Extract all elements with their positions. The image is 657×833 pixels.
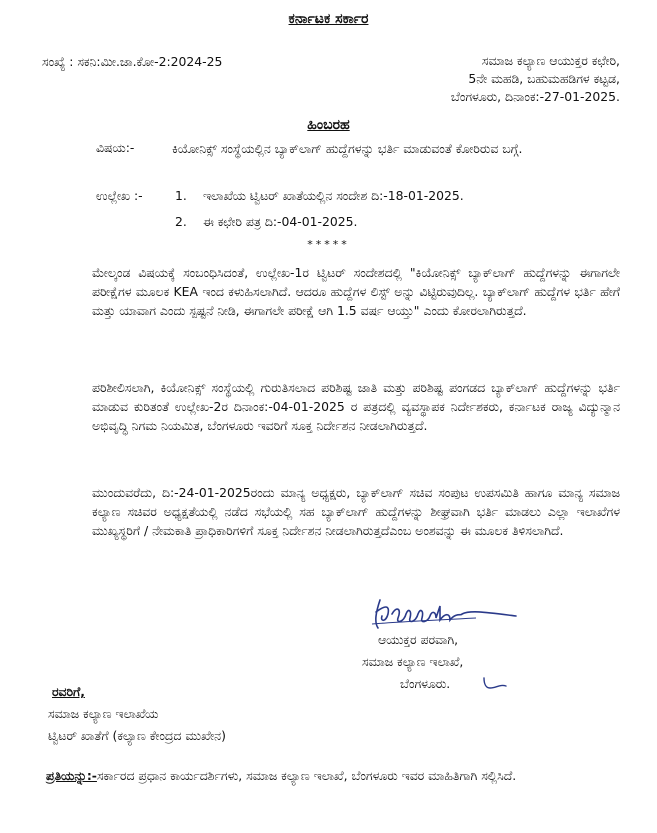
copy-to-label: ಪ್ರತಿಯನ್ನು:-: [46, 768, 97, 783]
separator-stars: *****: [307, 238, 350, 251]
office-line: ಬೆಂಗಳೂರು, ದಿನಾಂಕ:-27-01-2025.: [450, 88, 620, 104]
subject-label: ವಿಷಯ:-: [96, 140, 135, 155]
reference-text-2: ಈ ಕಛೇರಿ ಪತ್ರ ದಿ:-04-01-2025.: [203, 214, 358, 229]
memo-heading: ಹಿಂಬರಹ: [307, 117, 350, 133]
signature-line-2: ಸಮಾಜ ಕಲ್ಯಾಣ ಇಲಾಖೆ,: [362, 654, 464, 669]
office-line: ಸಮಾಜ ಕಲ್ಯಾಣ ಆಯುಕ್ತರ ಕಛೇರಿ,: [481, 53, 620, 68]
reference-number-1: 1.: [175, 188, 187, 203]
document-title: ಕರ್ನಾಟಕ ಸರ್ಕಾರ: [288, 11, 369, 27]
body-paragraph-2: ಪರಿಶೀಲಿಸಲಾಗಿ, ಕಿಯೋನಿಕ್ಸ್ ಸಂಸ್ಥೆಯಲ್ಲಿ ಗುರುತಿಸಲಾದ ಪರಿಶಿಷ್ಟ ಜಾತಿ ಮತ್ತು ಪರಿಶಿಷ್ಟ ಪಂಗಡದ ಬ್ಯಾಕ್‌ಲಾಗ್ ಹುದ್ದೆಗಳನ್ನು ಭರ್ತಿ ಮಾಡುವ ಕುರಿತಂತೆ ಉಲ್ಲೇಖ-2ರ ದಿನಾಂಕ:-04-01-2025 ರ ಪತ್ರದಲ್ಲಿ ವ್ಯವಸ್ಥಾಪಕ ನಿರ್ದೇಶಕರು, ಕರ್ನಾಟಕ ರಾಜ್ಯ ವಿದ್ಯುನ್ಮಾನ ಅಭಿವೃದ್ಧಿ ನಿಗಮ ನಿಯಮಿತ, ಬೆಂಗಳೂರು ಇವರಿಗೆ ಸೂಕ್ತ ನಿರ್ದೇಶನ ನೀಡಲಾಗಿರುತ್ತದೆ.: [92, 380, 620, 433]
recipient-line-2: ಟ್ವಿಟರ್ ಖಾತೆಗೆ (ಕಲ್ಯಾಣ ಕೇಂದ್ರದ ಮುಖೇನ): [48, 728, 226, 743]
signature-line-3: ಬೆಂಗಳೂರು.: [400, 676, 451, 691]
subject-text: ಕಿಯೋನಿಕ್ಸ್ ಸಂಸ್ಥೆಯಲ್ಲಿನ ಬ್ಯಾಕ್‌ಲಾಗ್ ಹುದ್ದೆಗಳನ್ನು ಭರ್ತಿ ಮಾಡುವಂತೆ ಕೋರಿರುವ ಬಗ್ಗೆ.: [172, 141, 523, 156]
reference-label: ಉಲ್ಲೇಖ :-: [96, 188, 143, 203]
reference-number-2: 2.: [175, 214, 187, 229]
reference-number: ಸಂಖ್ಯೆ : ಸಕನಿ:ಮೀ.ಜಾ.ಕೋ-2:2024-25: [42, 54, 223, 69]
copy-to-section: [46, 766, 620, 785]
recipient-line-1: ಸಮಾಜ ಕಲ್ಯಾಣ ಇಲಾಖೆಯ: [48, 706, 159, 721]
body-paragraph-1: ಮೇಲ್ಕಂಡ ವಿಷಯಕ್ಕೆ ಸಂಬಂಧಿಸಿದಂತೆ, ಉಲ್ಲೇಖ-1ರ ಟ್ವಿಟರ್ ಸಂದೇಶದಲ್ಲಿ "ಕಿಯೋನಿಕ್ಸ್ ಬ್ಯಾಕ್‌ಲಾಗ್ ಹುದ್ದೆಗಳನ್ನು ಈಗಾಗಲೇ ಪರೀಕ್ಷೆಗಳ ಮೂಲಕ KEA ಇಂದ ಕಳುಹಿಸಲಾಗಿದೆ. ಆದರೂ ಹುದ್ದೆಗಳ ಲಿಸ್ಟ್ ಅನ್ನು ವಿಟ್ಟಿರುವುದಿಲ್ಲ. ಬ್ಯಾಕ್‌ಲಾಗ್ ಹುದ್ದೆಗಳ ಭರ್ತಿ ಹೇಗೆ ಮತ್ತು ಯಾವಾಗ ಎಂದು ಸ್ಪಷ್ಟನೆ ನೀಡಿ, ಈಗಾಗಲೇ ಪರೀಕ್ಷೆ ಆಗಿ 1.5 ವರ್ಷ ಆಯ್ತು" ಎಂದು ಕೋರಲಾಗಿರುತ್ತದೆ.: [92, 265, 620, 318]
signature-line-1: ಆಯುಕ್ತರ ಪರವಾಗಿ,: [378, 632, 459, 647]
reference-item: [175, 214, 357, 230]
office-address: [400, 52, 620, 106]
recipients-label: ರವರಿಗೆ,: [52, 684, 85, 699]
office-line: 5ನೇ ಮಹಡಿ, ಬಹುಮಹಡಿಗಳ ಕಟ್ಟಡ,: [468, 70, 620, 86]
reference-text-1: ಇಲಾಖೆಯ ಟ್ವಿಟರ್ ಖಾತೆಯಲ್ಲಿನ ಸಂದೇಶ ದಿ:-18-01-2025.: [203, 188, 464, 203]
initial-mark: [480, 674, 512, 692]
copy-to-text: ಸರ್ಕಾರದ ಪ್ರಧಾನ ಕಾರ್ಯದರ್ಶಿಗಳು, ಸಮಾಜ ಕಲ್ಯಾಣ ಇಲಾಖೆ, ಬೆಂಗಳೂರು ಇವರ ಮಾಹಿತಿಗಾಗಿ ಸಲ್ಲಿಸಿದೆ.: [96, 768, 517, 783]
body-paragraph-3: ಮುಂದುವರೆದು, ದಿ:-24-01-2025ರಂದು ಮಾನ್ಯ ಅಧ್ಯಕ್ಷರು, ಬ್ಯಾಕ್‌ಲಾಗ್ ಸಚಿವ ಸಂಪುಟ ಉಪಸಮಿತಿ ಹಾಗೂ ಮಾನ್ಯ ಸಮಾಜ ಕಲ್ಯಾಣ ಸಚಿವರ ಅಧ್ಯಕ್ಷತೆಯಲ್ಲಿ ನಡೆದ ಸಭೆಯಲ್ಲಿ ಸಹ ಬ್ಯಾಕ್‌ಲಾಗ್ ಹುದ್ದೆಗಳನ್ನು ಶೀಘ್ರವಾಗಿ ಭರ್ತಿ ಮಾಡಲು ಎಲ್ಲಾ ಇಲಾಖೆಗಳ ಮುಖ್ಯಸ್ಥರಿಗೆ / ನೇಮಕಾತಿ ಪ್ರಾಧಿಕಾರಿಗಳಿಗೆ ಸೂಕ್ತ ನಿರ್ದೇಶನ ನೀಡಲಾಗಿರುತ್ತದೆಎಂಬ ಅಂಶವನ್ನು ಈ ಮೂಲಕ ತಿಳಿಸಲಾಗಿದೆ.: [92, 485, 620, 538]
reference-item: [175, 188, 464, 204]
